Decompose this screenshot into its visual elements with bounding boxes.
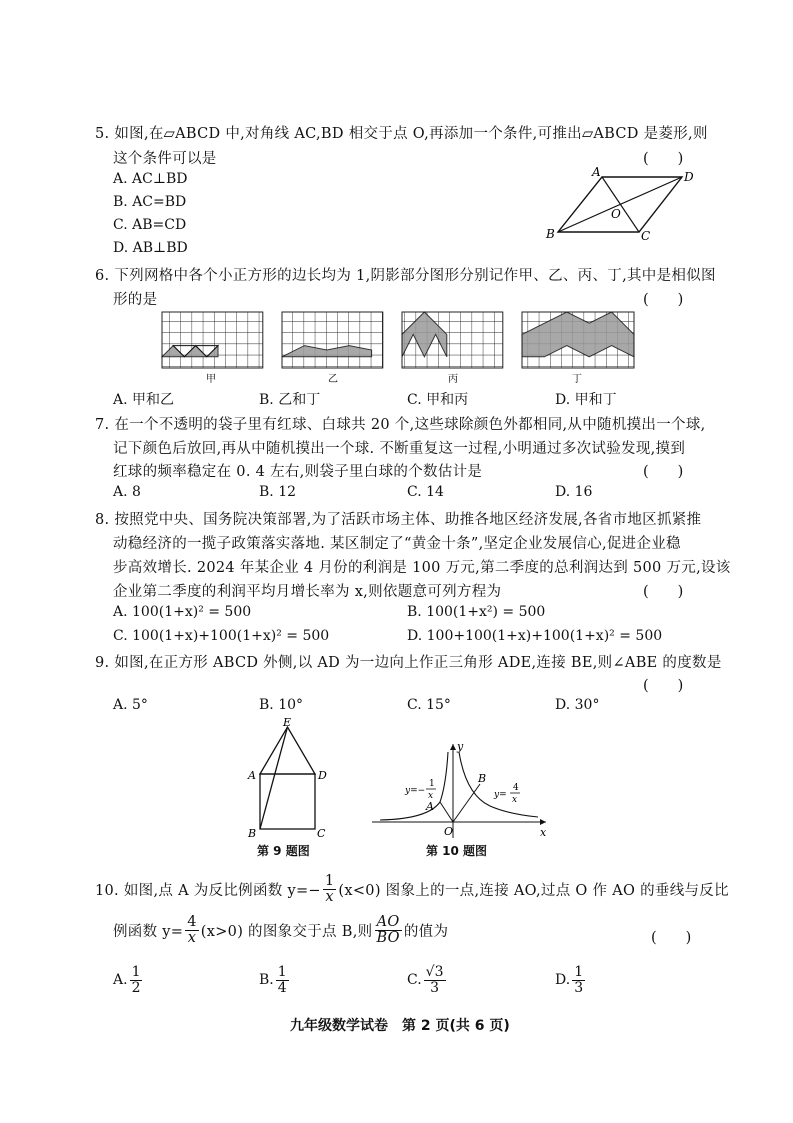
svg-text:B: B [546,227,555,241]
fraction-numerator: 1 [574,964,584,980]
q10-stem-line2 [113,915,448,946]
q7-option-d: D. 16 [555,484,593,500]
svg-text:D: D [318,769,327,782]
option-fraction [424,965,446,995]
grid-ding [522,312,634,368]
q10-fraction-ao-over-bo [374,915,401,946]
svg-text:C: C [317,827,326,840]
q8-option-c: C. 100(1+x)+100(1+x)² = 500 [113,628,330,644]
q5-stem-line2: 这个条件可以是 [113,151,217,167]
q6-option-a: A. 甲和乙 [113,392,175,408]
fraction-numerator: 4 [187,914,197,930]
svg-text:1: 1 [429,779,435,789]
q8-stem-line1: 8. 按照党中央、国务院决策部署,为了活跃市场主体、助推各地区经济发展,各省市地区抓紧推 [95,512,702,528]
q9-option-a: A. 5° [113,697,148,713]
q5-option-a: A. AC⊥BD [113,171,188,187]
fraction-denominator: x [325,889,334,906]
q7-stem-line2: 记下颜色后放回,再从中随机摸出一个球. 不断重复这一过程,小明通过多次试验发现,摸到 [113,441,686,457]
q5-stem-line1: 5. 如图,在▱ABCD 中,对角线 AC,BD 相交于点 O,再添加一个条件,可推出▱ABCD 是菱形,则 [95,126,708,142]
q6-stem-line1: 6. 下列网格中各个小正方形的边长均为 1,阴影部分图形分别记作甲、乙、丙、丁,其中是相似图 [95,268,716,284]
q6-option-b: B. 乙和丁 [259,392,321,408]
grid-jia [162,312,263,368]
q9-stem-line1: 9. 如图,在正方形 ABCD 外侧,以 AD 为一边向上作正三角形 ADE,连接 BE,则∠ABE 的度数是 [95,655,722,671]
svg-text:y: y [457,740,464,753]
svg-text:O: O [444,825,454,838]
svg-text:y=: y= [494,790,507,800]
grid-yi [282,312,383,368]
svg-text:丁: 丁 [572,374,582,385]
q5-option-c: C. AB=CD [113,217,187,233]
option-label: A. [113,972,128,989]
fraction-numerator: 1 [277,964,287,980]
svg-text:B: B [248,827,257,840]
fraction-denominator: 3 [574,979,584,996]
q7-stem-line3: 红球的频率稳定在 0. 4 左右,则袋子里白球的个数估计是 [113,464,483,480]
svg-text:B: B [478,772,487,785]
q7-stem-line1: 7. 在一个不透明的袋子里有红球、白球共 20 个,这些球除颜色外都相同,从中随机摸出一个球, [95,417,706,433]
fraction-denominator: BO [376,930,400,947]
option-label: C. [407,972,422,989]
page-footer: 九年级数学试卷 第 2 页(共 6 页) [290,1018,510,1034]
svg-text:丙: 丙 [448,374,458,385]
q7-option-a: A. 8 [113,484,141,500]
q5-answer-paren: ( ) [643,151,684,167]
option-label: B. [259,972,274,989]
q8-stem-line2: 动稳经济的一揽子政策落实落地. 某区制定了“黄金十条”,坚定企业发展信心,促进企业稳 [113,536,681,552]
q8-option-b: B. 100(1+x²) = 500 [407,604,546,620]
q10-figure-caption: 第 10 题图 [426,844,488,858]
q10-line2-prefix: 例函数 y= [113,924,184,941]
q10-hyperbola-figure [368,740,553,840]
option-fraction [572,965,585,995]
q10-stem-line1 [95,874,729,905]
option-label: D. [555,972,571,989]
fraction-denominator: 2 [131,979,141,996]
q7-option-c: C. 14 [407,484,444,500]
fraction-denominator: x [187,930,197,947]
svg-text:C: C [641,229,651,243]
q9-option-c: C. 15° [407,697,451,713]
q8-answer-paren: ( ) [643,584,684,600]
q10-option-d [555,965,587,995]
q6-option-d: D. 甲和丁 [555,392,617,408]
svg-text:乙: 乙 [328,374,338,385]
grid-bing [402,312,503,368]
q5-option-d: D. AB⊥BD [113,240,188,256]
q10-option-b [259,965,291,995]
svg-text:y=−: y=− [405,786,426,796]
q10-option-a [113,965,144,995]
svg-text:D: D [684,170,694,184]
q10-line2-suffix: 的值为 [403,924,449,941]
fraction-numerator: 1 [131,964,141,980]
svg-text:A: A [426,800,434,813]
svg-text:A: A [248,769,256,782]
q5-option-b: B. AC=BD [113,194,187,210]
svg-text:O: O [611,207,621,221]
q10-option-c [407,965,448,995]
q9-square-triangle-figure [238,716,338,841]
q7-option-b: B. 12 [259,484,297,500]
q7-answer-paren: ( ) [643,464,684,480]
q10-line2-middle: (x>0) 的图象交于点 B,则 [200,924,373,941]
q10-fraction-neg-one-over-x [323,874,337,905]
q6-stem-line2: 形的是 [113,292,158,308]
q8-option-a: A. 100(1+x)² = 500 [113,604,252,620]
option-fraction [276,965,289,995]
q9-figure-caption: 第 9 题图 [257,844,310,858]
svg-text:x: x [540,826,547,839]
q6-option-c: C. 甲和丙 [407,392,469,408]
q6-answer-paren: ( ) [643,292,684,308]
q9-option-b: B. 10° [259,697,304,713]
q10-line1-suffix: (x<0) 图象上的一点,连接 AO,过点 O 作 AO 的垂线与反比 [338,883,729,900]
fraction-numerator: √3 [425,964,444,980]
q8-option-d: D. 100+100(1+x)+100(1+x)² = 500 [407,628,663,644]
svg-text:E: E [283,716,292,729]
q10-fraction-four-over-x [185,915,199,946]
q6-grid-figures [158,310,718,388]
svg-text:甲: 甲 [206,374,216,385]
q8-stem-line4: 企业第二季度的利润平均月增长率为 x,则依题意可列方程为 [113,584,502,600]
svg-text:x: x [512,795,518,805]
svg-text:A: A [592,165,601,179]
svg-text:4: 4 [513,783,519,793]
q9-answer-paren: ( ) [643,678,684,694]
fraction-numerator: AO [376,914,400,930]
q10-answer-paren: ( ) [651,930,692,946]
q8-stem-line3: 步高效增长. 2024 年某企业 4 月份的利润是 100 万元,第二季度的总利润达到 500 万元,设该 [113,560,731,576]
q9-option-d: D. 30° [555,697,600,713]
svg-text:x: x [428,791,434,801]
fraction-numerator: 1 [324,873,335,889]
fraction-denominator: 3 [430,979,440,996]
q10-line1-prefix: 10. 如图,点 A 为反比例函数 y=− [95,883,321,900]
q5-parallelogram-figure [540,162,710,247]
fraction-denominator: 4 [277,979,287,996]
option-fraction [130,965,143,995]
